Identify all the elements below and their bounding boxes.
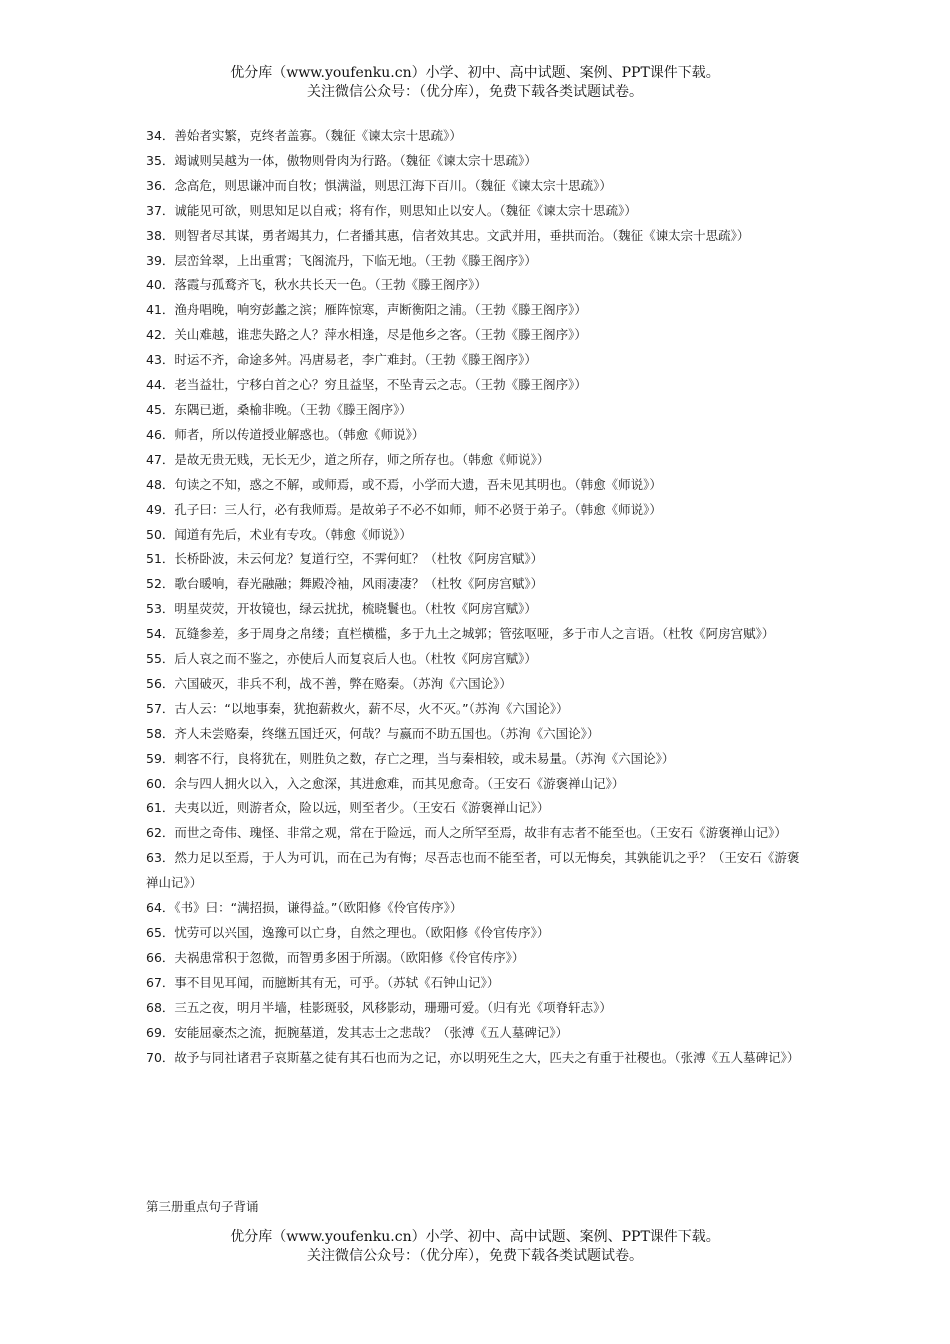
item-number: 35 [146, 152, 162, 168]
document-body [146, 124, 810, 1070]
item-number: 52 [146, 576, 162, 592]
item-number: 65 [146, 925, 162, 940]
item-number-separator: ． [161, 601, 175, 617]
item-number: 36 [146, 177, 162, 193]
item-number-separator: ． [161, 327, 175, 343]
item-text: 故予与同社诸君子哀斯墓之徒有其石也而为之记，亦以明死生之大，匹夫之有重于社稷也。（张溥《五人墓碑记》） [174, 1049, 800, 1065]
list-item [146, 896, 810, 921]
item-number-separator: ． [161, 949, 175, 965]
list-item [146, 273, 810, 298]
item-text: 《书》曰：“满招损，谦得益。”（欧阳修《伶官传序》） [174, 900, 463, 916]
section-title: 第三册重点句子背诵 [146, 1199, 259, 1214]
list-item [146, 473, 810, 498]
item-text: 而世之奇伟、瑰怪、非常之观，常在于险远，而人之所罕至焉，故非有志者不能至也。（王安石《游褒禅山记》） [174, 825, 787, 841]
item-text: 竭诚则吴越为一体，傲物则骨肉为行路。（魏征《谏太宗十思疏》） [174, 152, 537, 168]
item-number: 61 [146, 800, 162, 816]
page-footer [0, 1228, 950, 1266]
item-number-separator: ． [161, 800, 175, 816]
item-number-separator: ． [161, 725, 175, 741]
list-item [146, 448, 810, 473]
item-number: 60 [146, 775, 162, 791]
item-text: 层峦耸翠，上出重霄；飞阁流丹，下临无地。（王勃《滕王阁序》） [174, 252, 537, 268]
list-item [146, 523, 810, 548]
item-text: 明星荧荧，开妆镜也，绿云扰扰，梳晓鬟也。（杜牧《阿房宫赋》） [174, 601, 537, 617]
item-number-separator: ． [161, 227, 175, 243]
item-text: 刺客不行，良将犹在，则胜负之数，存亡之理，当与秦相较，或未易量。（苏洵《六国论》） [174, 750, 675, 766]
item-text: 忧劳可以兴国，逸豫可以亡身，自然之理也。（欧阳修《伶官传序》） [174, 925, 550, 940]
item-text: 六国破灭，非兵不利，战不善，弊在赂秦。（苏洵《六国论》） [174, 675, 512, 691]
item-number-separator: ． [161, 277, 175, 293]
list-item [146, 1046, 810, 1071]
item-text: 诚能见可欲，则思知足以自戒；将有作，则思知止以安人。（魏征《谏太宗十思疏》） [174, 202, 637, 218]
item-number: 51 [146, 551, 162, 567]
list-item [146, 224, 810, 249]
list-item [146, 323, 810, 348]
list-item [146, 772, 810, 797]
list-item [146, 672, 810, 697]
item-number: 42 [146, 327, 162, 343]
item-number-separator: ． [161, 451, 175, 467]
item-number-separator: ． [161, 675, 175, 691]
item-number-separator: ． [161, 999, 175, 1015]
item-number-separator: ． [161, 252, 175, 268]
item-text: 闻道有先后，术业有专攻。（韩愈《师说》） [174, 526, 412, 542]
item-text: 师者，所以传道授业解惑也。（韩愈《师说》） [174, 426, 425, 442]
item-text: 句读之不知，惑之不解，或师焉，或不焉，小学而大遗，吾未见其明也。（韩愈《师说》） [174, 476, 662, 492]
item-number: 46 [146, 426, 162, 442]
item-text: 老当益壮，宁移白首之心？穷且益坚，不坠青云之志。（王勃《滕王阁序》） [174, 377, 587, 393]
item-number-separator: ． [161, 352, 175, 368]
list-item [146, 796, 810, 821]
item-number-separator: ． [161, 925, 175, 940]
list-item [146, 348, 810, 373]
item-text: 歌台暖响，春光融融；舞殿冷袖，风雨凄凄？（杜牧《阿房宫赋》） [174, 576, 544, 592]
item-number: 66 [146, 949, 162, 965]
item-number-separator: ． [161, 1024, 175, 1040]
item-number: 39 [146, 252, 162, 268]
item-number: 41 [146, 302, 162, 318]
item-number: 44 [146, 377, 162, 393]
item-text: 三五之夜，明月半墙，桂影斑驳，风移影动，珊珊可爱。（归有光《项脊轩志》） [174, 999, 612, 1015]
item-number: 38 [146, 227, 162, 243]
list-item [146, 722, 810, 747]
item-text: 后人哀之而不鉴之，亦使后人而复哀后人也。（杜牧《阿房宫赋》） [174, 651, 537, 667]
item-number: 70 [146, 1049, 162, 1065]
item-number-separator: ． [161, 426, 175, 442]
item-number-separator: ． [161, 501, 175, 517]
item-number: 45 [146, 401, 162, 417]
header-line-2: 关注微信公众号：（优分库），免费下载各类试题试卷。 [307, 84, 643, 100]
list-item [146, 996, 810, 1021]
item-number-separator: ． [161, 302, 175, 318]
item-number-separator: ． [161, 825, 175, 841]
item-text: 东隅已逝，桑榆非晚。（王勃《滕王阁序》） [174, 401, 412, 417]
list-item [146, 622, 810, 647]
item-number-separator: ． [161, 700, 175, 716]
item-text: 余与四人拥火以入，入之愈深，其进愈难，而其见愈奇。（王安石《游褒禅山记》） [174, 775, 625, 791]
item-text: 夫夷以近，则游者众，险以远，则至者少。（王安石《游褒禅山记》） [174, 800, 550, 816]
list-item [146, 647, 810, 672]
item-number: 50 [146, 526, 162, 542]
item-number-separator: ． [161, 377, 175, 393]
item-number: 53 [146, 601, 162, 617]
item-number-separator: ． [161, 177, 175, 193]
item-text: 齐人未尝赂秦，终继五国迁灭，何哉？与嬴而不助五国也。（苏洵《六国论》） [174, 725, 600, 741]
item-text: 善始者实繁，克终者盖寡。（魏征《谏太宗十思疏》） [174, 128, 462, 143]
item-number: 57 [146, 700, 162, 716]
item-number: 47 [146, 451, 162, 467]
item-number-separator: ． [161, 750, 175, 766]
item-number-separator: ． [161, 526, 175, 542]
footer-line-2: 关注微信公众号：（优分库），免费下载各类试题试卷。 [307, 1248, 643, 1264]
item-text: 时运不齐，命途多舛。冯唐易老，李广难封。（王勃《滕王阁序》） [174, 352, 537, 368]
item-text: 关山难越，谁悲失路之人？萍水相逢，尽是他乡之客。（王勃《滕王阁序》） [174, 327, 587, 343]
list-item [146, 398, 810, 423]
list-item [146, 149, 810, 174]
item-number: 56 [146, 675, 162, 691]
list-item [146, 547, 810, 572]
item-text: 安能屈豪杰之流，扼腕墓道，发其志士之悲哉？（张溥《五人墓碑记》） [174, 1024, 569, 1040]
item-text: 古人云：“以地事秦，犹抱薪救火，薪不尽，火不灭。”（苏洵《六国论》） [174, 700, 569, 716]
item-number: 49 [146, 501, 162, 517]
item-text: 念高危，则思谦冲而自牧；惧满溢，则思江海下百川。（魏征《谏太宗十思疏》） [174, 177, 612, 193]
item-number-separator: ． [161, 775, 175, 791]
item-number: 48 [146, 476, 162, 492]
list-item [146, 249, 810, 274]
item-number-separator: ． [161, 576, 175, 592]
list-item [146, 423, 810, 448]
item-number: 34 [146, 128, 162, 143]
list-item [146, 697, 810, 722]
list-item [146, 498, 810, 523]
list-item [146, 298, 810, 323]
list-item [146, 373, 810, 398]
item-number-separator: ． [161, 900, 175, 916]
list-item [146, 597, 810, 622]
item-number-separator: ． [161, 551, 175, 567]
item-number-separator: ． [161, 1049, 175, 1065]
item-text: 是故无贵无贱，无长无少，道之所存，师之所存也。（韩愈《师说》） [174, 451, 550, 467]
list-item [146, 174, 810, 199]
header-line-1: 优分库（www.youfenku.cn）小学、初中、高中试题、案例、PPT课件下载。 [230, 65, 720, 81]
item-number: 40 [146, 277, 162, 293]
list-item [146, 821, 810, 846]
item-number: 58 [146, 725, 162, 741]
item-text: 渔舟唱晚，响穷彭蠡之滨；雁阵惊寒，声断衡阳之浦。（王勃《滕王阁序》） [174, 302, 587, 318]
list-item [146, 572, 810, 597]
item-number: 59 [146, 750, 162, 766]
item-text: 孔子曰：三人行，必有我师焉。是故弟子不必不如师，师不必贤于弟子。（韩愈《师说》） [174, 501, 662, 517]
item-number: 69 [146, 1024, 162, 1040]
item-text: 瓦缝参差，多于周身之帛缕；直栏横槛，多于九土之城郭；管弦呕哑，多于市人之言语。（杜牧《阿房宫赋》） [174, 626, 775, 642]
item-number-separator: ． [161, 152, 175, 168]
item-number: 68 [146, 999, 162, 1015]
item-number: 67 [146, 974, 162, 990]
item-number: 64 [146, 900, 162, 916]
item-number: 43 [146, 352, 162, 368]
list-item [146, 971, 810, 996]
item-number-separator: ． [161, 476, 175, 492]
item-number-separator: ． [161, 128, 175, 143]
item-text: 事不目见耳闻，而臆断其有无，可乎。（苏轼《石钟山记》） [174, 974, 500, 990]
item-number-separator: ． [161, 974, 175, 990]
item-number: 54 [146, 626, 162, 642]
item-number: 63 [146, 850, 162, 866]
item-text: 然力足以至焉，于人为可讥，而在己为有悔；尽吾志也而不能至者，可以无悔矣，其孰能讥之乎？（王安石《游褒禅山记》） [146, 850, 800, 891]
item-text: 落霞与孤鹜齐飞，秋水共长天一色。（王勃《滕王阁序》） [174, 277, 487, 293]
list-item [146, 1021, 810, 1046]
item-text: 长桥卧波，未云何龙？复道行空，不霁何虹？（杜牧《阿房宫赋》） [174, 551, 544, 567]
list-item [146, 747, 810, 772]
item-text: 则智者尽其谋，勇者竭其力，仁者播其惠，信者效其忠。文武并用，垂拱而治。（魏征《谏太宗十思疏》） [174, 227, 750, 243]
list-item [146, 846, 810, 896]
item-text: 夫祸患常积于忽微，而智勇多困于所溺。（欧阳修《伶官传序》） [174, 949, 525, 965]
footer-line-1: 优分库（www.youfenku.cn）小学、初中、高中试题、案例、PPT课件下载。 [230, 1229, 720, 1245]
item-number-separator: ． [161, 401, 175, 417]
page-header [0, 64, 950, 102]
list-item [146, 124, 810, 149]
list-item [146, 946, 810, 971]
item-number-separator: ． [161, 626, 175, 642]
item-number: 62 [146, 825, 162, 841]
list-item [146, 199, 810, 224]
item-number: 55 [146, 651, 162, 667]
item-number-separator: ． [161, 850, 175, 866]
list-item [146, 921, 810, 946]
item-number-separator: ． [161, 651, 175, 667]
item-number-separator: ． [161, 202, 175, 218]
item-number: 37 [146, 202, 162, 218]
